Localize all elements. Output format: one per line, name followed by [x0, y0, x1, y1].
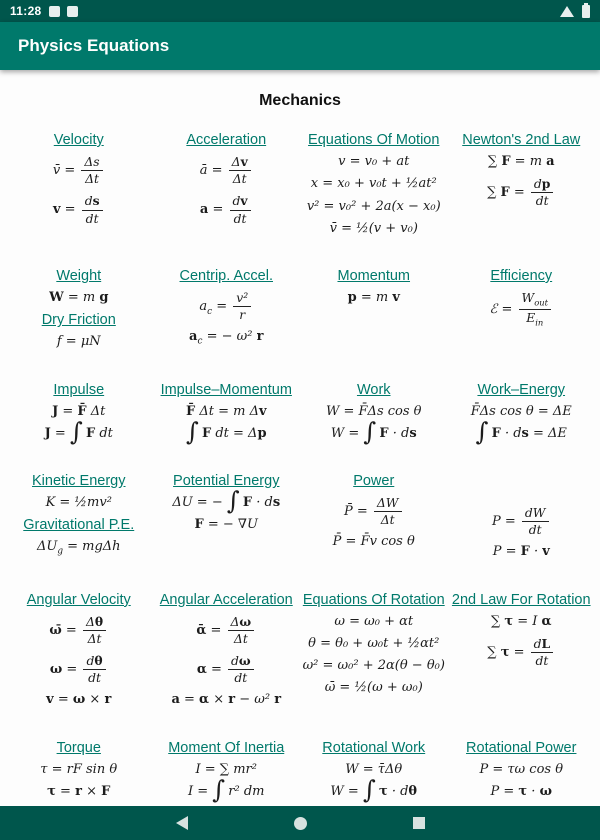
content-area[interactable]	[0, 70, 600, 806]
equation: ω̄ = ½(ω + ω₀)	[324, 680, 423, 696]
equation: τ = rF sin θ	[40, 761, 118, 777]
group-title-link[interactable]: Weight	[56, 268, 102, 284]
equation: ∑ τ = I α	[490, 613, 552, 629]
group-title-link[interactable]: Angular Velocity	[26, 591, 131, 608]
equation: p = m v	[347, 290, 400, 305]
equation-cell	[6, 588, 152, 715]
equation: a = $\frac{dv}{dt}$	[154, 193, 300, 226]
status-bar	[0, 0, 600, 22]
group-title-link[interactable]: Power	[353, 473, 395, 489]
equation-cell	[301, 736, 447, 807]
equation-cell	[154, 736, 300, 807]
equation: ω̄ = $\frac{\Delta\theta}{\Delta t}$	[6, 614, 152, 647]
equation-cell	[301, 264, 447, 357]
equation: ∫ F dt = Δp	[185, 416, 267, 446]
equation: P = τω cos θ	[479, 761, 564, 777]
equation-cell	[6, 469, 152, 567]
equation-cell	[449, 736, 595, 807]
equation: $a_c$ = − ω² r	[189, 329, 264, 347]
group-title-link[interactable]: Rotational Power	[466, 739, 577, 756]
group-title-link[interactable]: Moment Of Inertia	[168, 739, 285, 756]
group-title-link[interactable]: Impulse	[53, 381, 105, 398]
group-title-link[interactable]: Newton's 2nd Law	[462, 132, 581, 148]
group-title-link[interactable]: Velocity	[53, 132, 104, 148]
equation: W = F̄Δs cos θ	[326, 403, 422, 419]
home-icon	[294, 817, 307, 830]
group-title-link[interactable]: Torque	[56, 739, 101, 756]
equation: $\Delta U_g = mg\Delta h$	[36, 539, 121, 557]
group-title-link[interactable]: Impulse–Momentum	[160, 381, 292, 398]
clock: 11:28	[10, 4, 42, 18]
equation: v̄ = $\frac{\Delta s}{\Delta t}$	[6, 154, 152, 187]
equation-cell	[301, 128, 447, 243]
equation: ᾱ = $\frac{\Delta\omega}{\Delta t}$	[154, 614, 300, 647]
equation-cell	[301, 469, 447, 567]
equation: ā = $\frac{\Delta v}{\Delta t}$	[154, 154, 300, 187]
equation: x = x₀ + v₀t + ½at²	[310, 176, 437, 192]
equation-cell	[154, 378, 300, 449]
group-title-link[interactable]: Work	[356, 381, 391, 398]
equation: v² = v₀² + 2a(x − x₀)	[306, 198, 441, 214]
equation: θ = θ₀ + ω₀t + ½αt²	[308, 635, 440, 651]
equation: J = ∫ F dt	[44, 416, 113, 446]
back-icon	[176, 816, 188, 830]
equation: P = F · v	[492, 544, 550, 560]
equation-cell	[301, 378, 447, 449]
wifi-icon	[560, 6, 574, 17]
equation: ℰ = $\frac{W_{out}}{E_{in}}$	[449, 290, 595, 329]
equation: F = − ∇U	[194, 517, 258, 533]
recents-button[interactable]	[403, 813, 435, 833]
equation: ∑ F = m a	[487, 154, 555, 169]
group-title-link[interactable]: Potential Energy	[173, 473, 280, 489]
equation: P = τ · ω	[490, 783, 552, 799]
equation-cell	[6, 378, 152, 449]
status-icons-right	[552, 5, 590, 18]
recents-icon	[413, 817, 425, 829]
equation-cell	[301, 588, 447, 715]
equation-cell	[6, 128, 152, 243]
equation: P̄ = F̄v cos θ	[332, 534, 415, 550]
group-title-link[interactable]: Momentum	[337, 268, 411, 284]
equation: ω² = ω₀² + 2α(θ − θ₀)	[302, 658, 445, 674]
group-title-link[interactable]: Angular Acceleration	[159, 591, 293, 608]
equation-cell	[154, 264, 300, 357]
navigation-bar	[0, 806, 600, 840]
group-title-link[interactable]: Work–Energy	[477, 381, 566, 398]
equation-cell	[449, 378, 595, 449]
app-title: Physics Equations	[18, 36, 170, 55]
group-title-link[interactable]: Rotational Work	[322, 739, 426, 756]
group-title-link[interactable]: Gravitational P.E.	[23, 517, 135, 534]
equation: J = F̄ Δt	[52, 403, 106, 419]
app-bar	[0, 22, 600, 70]
battery-icon	[582, 5, 590, 18]
group-title-link[interactable]: 2nd Law For Rotation	[451, 591, 591, 608]
group-title-link[interactable]: Centrip. Accel.	[179, 268, 273, 284]
equation: K = ½mv²	[45, 495, 112, 510]
equation: v = v₀ + at	[338, 154, 410, 169]
equation: W = m g	[49, 290, 109, 305]
notification-icon	[49, 6, 60, 17]
notification-icon	[67, 6, 78, 17]
equation: P̄ = $\frac{\Delta W}{\Delta t}$	[301, 495, 447, 528]
equation: F̄ Δt = m Δv	[185, 403, 267, 419]
equation: ω = ω₀ + αt	[334, 613, 414, 629]
equation: a = α × r − ω² r	[171, 692, 282, 708]
equation: W = ∫ τ · dθ	[330, 774, 418, 804]
equation: f = μN	[56, 334, 101, 350]
group-title-link[interactable]: Equations Of Rotation	[302, 591, 445, 608]
equation: W = ∫ F · ds	[330, 416, 417, 446]
equation: $a_c$ = $\frac{\text{v²}}{r}$	[154, 290, 300, 323]
group-title-link[interactable]: Kinetic Energy	[32, 473, 126, 489]
equation: P = $\frac{dW}{dt}$	[449, 505, 595, 538]
equation: v = $\frac{ds}{dt}$	[6, 193, 152, 226]
equation: ΔU = − ∫ F · ds	[172, 485, 281, 515]
equation: I = ∑ mr²	[195, 761, 257, 777]
group-title-link[interactable]: Efficiency	[490, 268, 553, 284]
group-title-link[interactable]: Dry Friction	[41, 312, 116, 329]
equation: I = ∫ r² dm	[187, 774, 265, 804]
equation: ∫ F · ds = ΔE	[475, 416, 567, 446]
home-button[interactable]	[284, 813, 317, 834]
equation: ω = $\frac{d\theta}{dt}$	[6, 653, 152, 686]
equation-cell	[154, 588, 300, 715]
equation: v = ω × r	[46, 692, 112, 708]
equation: α = $\frac{d\omega}{dt}$	[154, 653, 300, 686]
section-title: Mechanics	[259, 92, 341, 109]
equation-cell	[154, 469, 300, 567]
equation: ∑ τ = $\frac{dL}{dt}$	[449, 636, 595, 669]
equations-grid	[0, 116, 600, 806]
equation: τ = r × F	[47, 783, 111, 799]
equation-cell	[154, 128, 300, 243]
group-title-link[interactable]: Acceleration	[186, 132, 267, 148]
equation-cell	[449, 588, 595, 715]
equation: v̄ = ½(v + v₀)	[329, 220, 418, 236]
equation-cell	[449, 264, 595, 357]
equation-cell	[449, 469, 595, 567]
equation: W = τ̄Δθ	[345, 761, 403, 777]
equation: F̄Δs cos θ = ΔE	[470, 403, 572, 419]
equation-cell	[6, 264, 152, 357]
equation-cell	[6, 736, 152, 807]
equation-cell	[449, 128, 595, 243]
equation: ∑ F = $\frac{dp}{dt}$	[449, 176, 595, 209]
group-title-link[interactable]: Equations Of Motion	[308, 132, 440, 148]
back-button[interactable]	[166, 812, 198, 834]
